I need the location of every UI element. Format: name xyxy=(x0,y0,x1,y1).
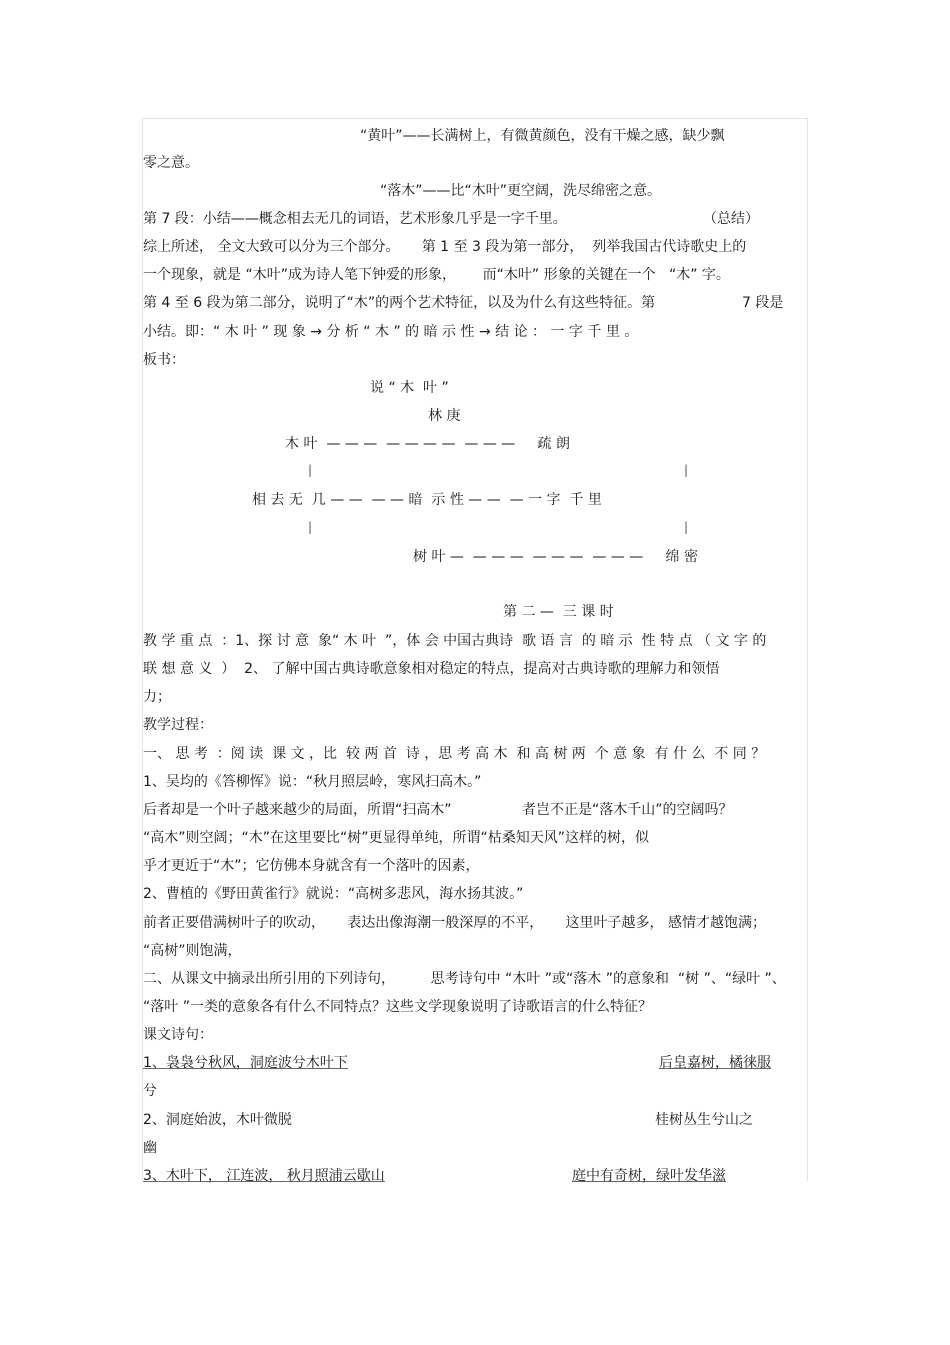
board-label: 板书： xyxy=(143,352,185,368)
question-line: “落叶 ”一类的意象各有什么不同特点？这些文学现象说明了诗歌语言的什么特征？ xyxy=(143,999,652,1015)
text-line: 1、吴均的《答柳恽》说：“秋月照层岭，寒风扫高木。” xyxy=(143,774,482,790)
question-line: 二、从课文中摘录出所引用的下列诗句， 思考诗句中 “木叶 ”或“落木 ”的意象和 “树 ”、“绿叶 ”、 xyxy=(143,971,786,987)
board-connector: | xyxy=(684,520,689,534)
text-line: 零之意。 xyxy=(143,155,199,171)
poem-left: 2、洞庭始波，木叶微脱 xyxy=(143,1112,292,1128)
poem-right: 后皇嘉树，橘徕服 xyxy=(659,1055,771,1071)
text-line: “高木”则空阔；“木”在这里要比“树”更显得单纯，所谓“枯桑知天风”这样的树，似 xyxy=(143,830,650,846)
text-line: 后者却是一个叶子越来越少的局面，所谓“扫高木” xyxy=(143,802,452,818)
text-note: （总结） xyxy=(703,211,759,227)
focus-line: 力； xyxy=(143,689,171,705)
text-line: 乎才更近于“木”；它仿佛本身就含有一个落叶的因素， xyxy=(143,858,480,874)
board-connector: | xyxy=(684,463,689,477)
focus-line: 教 学 重 点 ：1、探 讨 意 象“ 木 叶 ”，体 会 中国古典诗 歌 语 言 的 暗 示 性 特 点 （ 文 字 的 xyxy=(143,633,767,649)
text-line: 第 7 段：小结——概念相去无几的词语，艺术形象几乎是一字千里。 xyxy=(143,211,567,227)
question-line: 一、 思 考 ：阅 读 课 文 ，比 较 两 首 诗 ，思 考 高 木 和 高 树 两 个 意 象 有 什 么 不 同 ？ xyxy=(143,746,766,762)
board-connector: | xyxy=(308,520,313,534)
text-line: “落木”——比“木叶”更空阔，洗尽绵密之意。 xyxy=(380,183,662,199)
poem-right: 庭中有奇树，绿叶发华滋 xyxy=(572,1168,726,1184)
poem-left: 3、木叶下， 江连波， 秋月照浦云歇山 xyxy=(143,1168,385,1184)
section-heading: 第 二 — 三 课 时 xyxy=(503,604,614,620)
board-connector: | xyxy=(308,463,313,477)
text-line: “高树”则饱满， xyxy=(143,943,242,959)
text-line-end: 者岂不正是“落木千山”的空阔吗？ xyxy=(522,802,733,818)
board-row-1: 木 叶 — — — — — — — — — — 疏 朗 xyxy=(285,436,571,452)
poem-wrap: 幽 xyxy=(143,1140,157,1156)
summary-line: 小结。即：“ 木 叶 ” 现 象 → 分 析 “ 木 ” 的 暗 示 性 → 结 论 ： 一 字 千 里 。 xyxy=(143,324,639,340)
poem-wrap: 兮 xyxy=(143,1083,157,1099)
board-title: 说 “ 木 叶 ” xyxy=(370,380,449,396)
summary-line: 一个现象，就是 “木叶”成为诗人笔下钟爱的形象， 而“木叶” 形象的关键在一个 “木” 字。 xyxy=(143,267,730,283)
board-row-3: 树 叶 — — — — — — — — — — 绵 密 xyxy=(413,549,699,565)
poem-right: 桂树丛生兮山之 xyxy=(655,1112,753,1128)
poems-label: 课文诗句： xyxy=(143,1027,213,1043)
summary-line: 第 4 至 6 段为第二部分，说明了“木”的两个艺术特征，以及为什么有这些特征。第 xyxy=(143,295,656,311)
summary-line: 综上所述， 全文大致可以分为三个部分。 第 1 至 3 段为第一部分， 列举我国古代诗歌史上的 xyxy=(143,239,747,255)
process-label: 教学过程： xyxy=(143,717,213,733)
board-row-2: 相 去 无 几 — — — — 暗 示 性 — — — 一 字 千 里 xyxy=(252,492,602,508)
text-line: 2、曹植的《野田黄雀行》就说：“高树多悲风，海水扬其波。” xyxy=(143,886,524,902)
focus-line: 联 想 意 义 ） 2、 了解中国古典诗歌意象相对稳定的特点，提高对古典诗歌的理解力和领悟 xyxy=(143,661,720,677)
text-line: 前者正要借满树叶子的吹动， 表达出像海潮一般深厚的不平， 这里叶子越多， 感情才越饱满； xyxy=(143,915,766,931)
poem-left: 1、袅袅兮秋风，洞庭波兮木叶下 xyxy=(143,1055,348,1071)
summary-line-end: 7 段是 xyxy=(742,295,784,311)
text-line: “黄叶”——长满树上，有微黄颜色，没有干燥之感，缺少飘 xyxy=(360,128,725,144)
board-author: 林 庚 xyxy=(428,408,461,424)
